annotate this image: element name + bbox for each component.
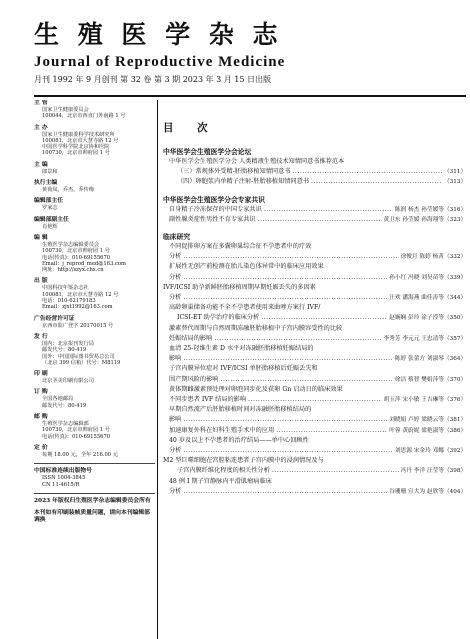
credit-line: 京西市监广登字 20170015 号	[42, 322, 114, 329]
leader-dots	[264, 205, 393, 215]
toc-entry-line	[163, 456, 466, 466]
article-authors: 李秀芳 李元元 王忠清等	[383, 335, 444, 342]
credit-line: 北京圣美印刷有限公司	[42, 378, 94, 385]
article-title: 围产期风险的影响	[169, 375, 219, 383]
header-rule	[34, 95, 466, 97]
article-title: IVF/ICSI 助孕新鲜胚胎移植周期早期妊娠丢失的多因素	[163, 283, 316, 291]
toc-entry-line	[163, 215, 466, 225]
toc-entry-line	[163, 385, 466, 395]
page-number: （364）	[444, 356, 466, 363]
article-title: 分析	[169, 447, 182, 455]
toc-entry[interactable]	[163, 477, 466, 497]
credit-line: 国家卫生健康委科学技术研究所	[42, 131, 115, 138]
article-authors: 徐洁 蔡智 樊娟萍等	[394, 376, 444, 383]
toc-entry[interactable]	[163, 324, 466, 344]
toc-entry-line	[163, 446, 466, 456]
toc-section-heading: 临床研究	[163, 233, 191, 242]
credit-line: 中国科技年鉴杂志社	[42, 285, 89, 292]
credit-line: CN 11-4615/R	[42, 481, 80, 488]
credit-heading: 印 刷	[34, 371, 48, 378]
table-of-contents	[163, 100, 466, 639]
page-number: （381）	[444, 417, 466, 424]
article-authors: 陈婷 张蕾方 刘淑琴	[394, 356, 444, 363]
credit-line: 国家卫生健康委员会	[42, 107, 89, 113]
toc-entry-line	[163, 262, 466, 272]
article-authors: 陈润 杨杰 孙莹媛等	[394, 206, 444, 213]
article-title: M2 型巨噬细胞在宫腔粘连患者子宫内膜中的浸润情况及与	[163, 457, 324, 465]
leader-dots	[248, 395, 381, 405]
leader-dots	[292, 167, 442, 177]
credit-block	[34, 445, 155, 458]
credit-line: 邮发代号：80-419	[42, 347, 87, 354]
toc-entry-line	[163, 293, 466, 303]
page-number: （344）	[444, 295, 466, 302]
article-title: 扩展性无创产前检测在胎儿染色体异常中的临床应用效果	[169, 263, 324, 271]
credit-block	[34, 498, 155, 505]
credit-block	[34, 510, 155, 524]
article-authors: 孙小红 冯晓 刘昊苗等	[389, 274, 444, 281]
toc-entry-line	[163, 205, 466, 215]
toc-entry-line	[163, 177, 466, 187]
article-authors: 叶蓉 黄蔚妮 梁艳淑等	[389, 427, 444, 434]
credit-heading: 广告经营许可证	[34, 315, 75, 322]
credit-heading: 订 购	[34, 389, 48, 396]
toc-entry[interactable]	[163, 242, 466, 262]
credit-line: 肖艳辉	[42, 223, 58, 230]
toc-entry-line	[163, 395, 466, 405]
credit-line: 电话(传真)：010-69155670	[42, 433, 111, 440]
page-number: （370）	[444, 376, 466, 383]
toc-entry-line	[163, 487, 466, 497]
article-title: （三）常规体外受精-胚胎移植知情同意书	[177, 168, 291, 176]
credit-heading: 本刊如有印刷装帧质量问题，请向本刊编辑部调换	[34, 509, 150, 523]
article-authors: 刘思源 宋金玲 邓娜	[394, 448, 444, 455]
article-authors: 谷珊珊 宣大为 赵欣等	[389, 488, 444, 495]
article-title: 加速康复外科在妇科生殖手术中的应用	[169, 426, 275, 434]
credit-block	[34, 217, 155, 230]
article-title: 血清 25-羟维生素 D 水平对冻融胚胎移植妊娠结局的	[169, 345, 314, 353]
toc-title: 目 次	[163, 122, 218, 134]
toc-entry-line	[163, 334, 466, 344]
credit-line: 电话(传真)：010-69155670	[42, 254, 111, 261]
toc-entry[interactable]	[163, 436, 466, 456]
toc-entry[interactable]	[163, 215, 466, 225]
toc-entry-line	[163, 375, 466, 385]
page-number: （392）	[444, 448, 466, 455]
credit-block	[34, 389, 155, 409]
credit-heading: 主 管	[34, 100, 48, 106]
leader-dots	[183, 293, 387, 303]
article-authors: 胡玉萍 宋小敏 王吉琳等	[383, 397, 444, 404]
credit-block	[34, 162, 155, 175]
page-number: （376）	[444, 397, 466, 404]
toc-entry-line	[163, 405, 466, 415]
toc-entry[interactable]	[163, 344, 466, 364]
page-number: （339）	[444, 274, 466, 281]
toc-entry[interactable]	[163, 283, 466, 303]
credit-heading: 编辑部副主任	[34, 216, 69, 223]
leader-dots	[183, 446, 393, 456]
page-number: （316）	[444, 206, 466, 213]
toc-entry[interactable]	[163, 385, 466, 405]
leader-dots	[311, 177, 442, 187]
toc-entry[interactable]	[163, 205, 466, 215]
toc-entry-line	[163, 344, 466, 354]
credit-line: 100730，北京市帅府园 1 号	[42, 427, 110, 434]
page-number: （323）	[444, 216, 466, 223]
credit-heading: 出 版	[34, 278, 48, 285]
article-title: （四）卵胞浆内单精子注射-胚胎移植知情同意书	[177, 178, 310, 186]
article-title: 分析	[169, 294, 182, 302]
credit-line: Email：zjxt1992@163.com	[42, 304, 113, 311]
credit-divider	[34, 463, 155, 464]
masthead	[34, 20, 464, 85]
toc-entry[interactable]	[163, 177, 466, 187]
page-number: （404）	[444, 488, 466, 495]
credit-heading: 编 辑	[34, 234, 48, 241]
article-authors: 赵娴娴 彭玲 涂子滢等	[389, 315, 444, 322]
page-number: （332）	[444, 254, 466, 261]
toc-entry[interactable]	[163, 456, 466, 476]
toc-entry-line	[163, 167, 466, 177]
credit-line: 100730，北京市帅府园 1 号	[42, 150, 110, 157]
article-title: 妊娠结局的影响	[169, 334, 213, 342]
article-title: 分析	[169, 253, 182, 261]
toc-entry-line	[163, 354, 466, 364]
article-authors: 刘晓娟 卢婷 梁晓云等	[389, 417, 444, 424]
article-authors: 黄卫东 孙莹媛 孙海翔等	[383, 216, 444, 223]
leader-dots	[258, 215, 382, 225]
credit-line: 罗家志	[42, 205, 58, 212]
journal-title-en: Journal of Reproductive Medicine	[34, 54, 286, 70]
leader-dots	[272, 466, 399, 476]
leader-dots	[214, 334, 381, 344]
article-authors: 徐俊月 陈婷 杨菁	[400, 254, 444, 261]
leader-dots	[183, 487, 387, 497]
credit-line: 邮发代号：80-419	[42, 402, 87, 409]
article-title: 黄体期雌激素预处理对卵泡同步化及获卵 Gn 启动日的临床效果	[169, 385, 343, 393]
leader-dots	[183, 273, 387, 283]
article-title: 中华医学会生殖医学分会 人类精液生殖技术知情同意书推荐范本	[169, 158, 345, 165]
toc-entry[interactable]	[163, 405, 466, 425]
toc-entry-line	[163, 242, 466, 252]
credit-block	[34, 100, 155, 120]
toc-section-heading: 中华医学会生殖医学分会专家共识	[163, 195, 265, 204]
credit-block	[34, 468, 155, 488]
leader-dots	[221, 375, 393, 385]
article-authors: 汪欢 潘海燕 曲佳涛等	[389, 295, 444, 302]
credit-line: 国外：中国国际图书贸易总公司	[42, 353, 115, 360]
article-title: 副性腺炎症性男性不育专家共识	[169, 215, 256, 223]
article-title: 影响	[169, 355, 182, 363]
credit-heading: 定 价	[34, 444, 48, 451]
toc-entry-line	[163, 466, 466, 476]
page-number: （357）	[444, 335, 466, 342]
toc-section-heading: 中华医学会生殖医学分会论坛	[163, 148, 252, 156]
page-number: （311）	[444, 169, 466, 176]
credit-block	[34, 198, 155, 211]
toc-entry-line	[163, 477, 466, 487]
article-title: 不同促排卵方案在多囊卵巢综合征不孕患者中的疗效	[169, 243, 312, 251]
credit-line: 黄荷凤，乔杰，乔传梅	[42, 187, 94, 194]
article-title: 40 岁及以上不孕患者的治疗结局——单中心回顾性	[169, 436, 309, 444]
toc-entry-line	[163, 415, 466, 425]
toc-entry-line	[163, 436, 466, 446]
toc-entry-line	[163, 283, 466, 293]
leader-dots	[276, 426, 387, 436]
toc-entry-line	[163, 324, 466, 334]
article-title: 子宫内膜纤维化程度的相关性分析	[177, 467, 270, 475]
credit-heading: 主 办	[34, 124, 48, 131]
toc-entry-line	[163, 303, 466, 313]
credit-line: Email：j_reprod_med@163.com	[42, 260, 126, 267]
column-divider	[157, 100, 158, 639]
credit-line: 全国各地邮局	[42, 396, 74, 403]
article-title: 分析	[169, 487, 182, 495]
article-title: 早期自然流产后胚胎移植时间对冻融胚胎移植结局的	[169, 406, 312, 414]
article-title: 不同步患者 IVF 结局的影响	[169, 396, 247, 404]
page-number: （350）	[444, 315, 466, 322]
credit-divider	[34, 493, 155, 494]
credit-line: 国内：北京报刊发行局	[42, 340, 94, 347]
credit-line: 每期 18.00 元，全年 216.00 元	[42, 451, 118, 458]
leader-dots	[183, 252, 398, 262]
toc-entry-line	[163, 426, 466, 436]
credit-block	[34, 235, 155, 273]
leader-dots	[261, 313, 387, 323]
leader-dots	[183, 415, 387, 425]
toc-entry-line	[163, 273, 466, 283]
credit-line: 生殖医学杂志编辑委员会	[42, 241, 100, 248]
toc-entry-line	[163, 157, 466, 167]
credit-line: 郎景和	[42, 168, 58, 175]
credit-block	[34, 316, 155, 329]
article-title: ICSI-ET 助孕治疗的临床分析	[177, 314, 260, 322]
toc-entry[interactable]	[163, 303, 466, 323]
credit-block	[34, 125, 155, 157]
credit-line: 100730，北京市帅府园 1 号	[42, 248, 110, 255]
article-title: 影响	[169, 416, 182, 424]
page-number: （398）	[444, 468, 466, 475]
credit-line: 中国医学科学院北京协和医院	[42, 144, 110, 151]
credit-block	[34, 278, 155, 310]
toc-entry[interactable]	[163, 262, 466, 282]
credit-heading: 编辑部主任	[34, 198, 63, 205]
article-title: 自身精子冷冻保存的中国专家共识	[169, 205, 262, 213]
credit-line: 生殖医学杂志编辑部	[42, 421, 89, 428]
credit-block	[34, 180, 155, 193]
credit-heading: 发 行	[34, 333, 48, 340]
credit-heading: 主 编	[34, 161, 48, 168]
journal-title-cn: 生 殖 医 学 杂 志	[34, 20, 283, 49]
toc-entry[interactable]	[163, 426, 466, 436]
credit-line: 100081，北京市大慧寺路 12 号	[42, 137, 119, 144]
article-title: 子宫内膜异位症对 IVF/ICSI 单胚胎移植后妊娠丢失和	[169, 365, 318, 373]
leader-dots	[183, 354, 393, 364]
credit-block	[34, 414, 155, 440]
article-title: 高龄卵巢储备功能不全不孕患者使用来曲唑方案行 IVF/	[169, 304, 321, 312]
credit-heading: 中国标准连续出版物号	[34, 468, 92, 475]
credit-line: 电话：010-62179183	[42, 298, 96, 305]
credit-line: 网址：http://szyx.chx.cn	[42, 267, 104, 274]
credit-line: 100081，北京市大慧寺路 12 号	[42, 291, 119, 298]
credit-heading: 2023 年版权归生殖医学杂志编辑委员会所有	[34, 497, 151, 504]
credit-line: 100044，北京市西直门外南路 1 号	[42, 113, 126, 120]
article-title: 分析	[169, 273, 182, 281]
article-title: 激素替代周期与自然周期冻融胚胎移植中子宫内膜容受性的比较	[169, 324, 343, 332]
credit-heading: 邮 购	[34, 414, 48, 421]
toc-entry[interactable]	[163, 157, 466, 177]
credit-line: （北京 399 信箱）代号：M8119	[42, 359, 121, 366]
masthead-credits-column	[34, 100, 155, 639]
credit-heading: 执行主编	[34, 180, 58, 187]
credit-block	[34, 371, 155, 384]
toc-entry-line	[163, 252, 466, 262]
issue-info: 月刊 1992 年 9 月创刊 第 32 卷 第 3 期 2023 年 3 月 15 日出版	[34, 75, 272, 84]
page-number: （313）	[444, 179, 466, 186]
toc-entry-line	[163, 364, 466, 374]
toc-entry[interactable]	[163, 364, 466, 384]
credit-block	[34, 334, 155, 366]
article-title: 48 例 I 期子宫静脉内平滑肌瘤病临床	[169, 477, 272, 485]
credit-line: ISSN 1004-3845	[42, 475, 86, 482]
toc-entry-line	[163, 313, 466, 323]
article-authors: 冯丹 李洋 汪莹等	[400, 468, 444, 475]
page-number: （386）	[444, 427, 466, 434]
